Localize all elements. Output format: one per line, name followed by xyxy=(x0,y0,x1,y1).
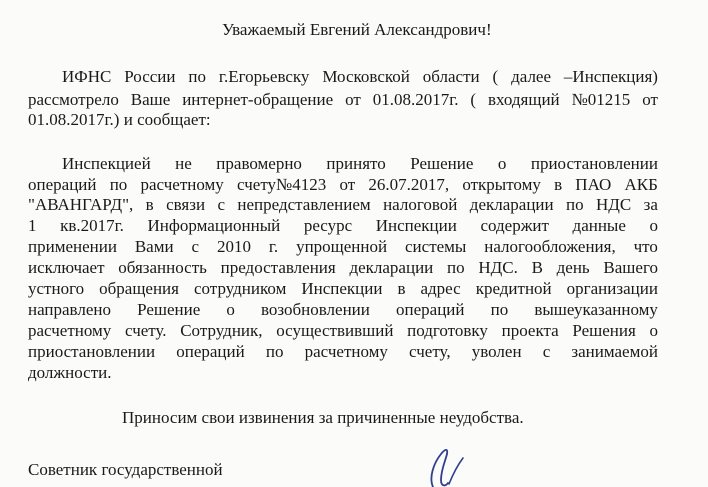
word: Сотрудник, xyxy=(180,321,263,340)
word: 1 xyxy=(28,216,37,235)
word: 01.08.2017г. xyxy=(372,90,459,109)
word: Московской xyxy=(322,67,410,86)
word: организации xyxy=(566,279,658,298)
word: с xyxy=(542,342,551,361)
word: непредставлением xyxy=(237,195,371,214)
word: декларации xyxy=(469,195,554,214)
word: данные xyxy=(572,216,626,235)
para1-line1 xyxy=(62,67,658,87)
word: по xyxy=(109,175,128,194)
para2-line3 xyxy=(28,195,658,215)
word: исключает xyxy=(28,258,105,277)
word: ( xyxy=(470,90,477,109)
word: о xyxy=(497,154,507,173)
signature-stroke-2 xyxy=(449,458,463,484)
word: устного xyxy=(28,279,85,298)
word: в xyxy=(397,279,406,298)
para2-line11: должности. xyxy=(28,363,112,382)
word: по xyxy=(566,195,584,214)
word: применении xyxy=(28,237,117,256)
word: от xyxy=(345,90,361,109)
para1-line2 xyxy=(28,90,658,110)
word: счету. xyxy=(124,321,167,340)
word: от xyxy=(339,175,356,194)
para2-line2 xyxy=(28,175,658,195)
word: по xyxy=(188,67,206,86)
word: обязанность xyxy=(118,258,207,277)
word: Инспекции xyxy=(375,216,457,235)
word: связи xyxy=(166,195,206,214)
word: налоговой xyxy=(383,195,458,214)
word: расчетному xyxy=(140,175,224,194)
word: НДС. xyxy=(478,258,518,277)
word: далее xyxy=(511,67,552,86)
para2-line4 xyxy=(28,216,658,236)
word: операций xyxy=(28,175,97,194)
word: ( xyxy=(492,67,499,86)
word: операций xyxy=(176,342,245,361)
apology-line: Приносим свои извинения за причиненные неудобства. xyxy=(122,408,524,427)
word: адрес xyxy=(420,279,461,298)
signoff-title: Советник государственной xyxy=(28,460,223,479)
word: Инспекцией xyxy=(62,154,151,173)
para2-line5 xyxy=(28,237,658,257)
word: осуществивший xyxy=(276,321,394,340)
word: кредитной xyxy=(475,279,552,298)
handwritten-signature xyxy=(415,440,475,487)
word: день xyxy=(556,258,590,277)
word: –Инспекция) xyxy=(563,67,658,86)
word: по xyxy=(447,258,465,277)
word: правомерно xyxy=(216,154,302,173)
para2-line6 xyxy=(28,258,658,278)
word: ПАО xyxy=(575,175,612,194)
word: "АВАНГАРД", xyxy=(28,195,134,214)
word: занимаемой xyxy=(571,342,658,361)
word: России xyxy=(124,67,176,86)
word: Решения xyxy=(572,321,636,340)
word: счету, xyxy=(409,342,451,361)
word: декларации xyxy=(349,258,434,277)
word: с xyxy=(217,195,225,214)
word: 26.07.2017, xyxy=(368,175,450,194)
word: упрощенной xyxy=(296,237,388,256)
word: НДС xyxy=(596,195,632,214)
word: ИФНС xyxy=(62,67,112,86)
word: АКБ xyxy=(624,175,658,194)
word: Решение xyxy=(137,300,201,319)
word: 2010 xyxy=(216,237,251,256)
word: принято xyxy=(326,154,386,173)
para2-line1 xyxy=(62,154,658,174)
word: №01215 xyxy=(571,90,631,109)
word: В xyxy=(531,258,543,277)
word: с xyxy=(191,237,200,256)
word: направлено xyxy=(28,300,111,319)
word: обращения xyxy=(99,279,179,298)
word: возобновлении xyxy=(260,300,370,319)
word: вышеуказанному xyxy=(534,300,658,319)
word: содержит xyxy=(480,216,549,235)
word: что xyxy=(633,237,658,256)
word: Инспекции xyxy=(301,279,383,298)
word: подготовку xyxy=(407,321,488,340)
word: приостановлении xyxy=(530,154,658,173)
word: области xyxy=(422,67,480,86)
word: от xyxy=(642,90,658,109)
word: по xyxy=(265,342,284,361)
word: счету№4123 xyxy=(237,175,327,194)
word: кв.2017г. xyxy=(60,216,124,235)
word: Вашего xyxy=(603,258,658,277)
word: уволен xyxy=(471,342,522,361)
word: о xyxy=(649,321,658,340)
word: Решение xyxy=(410,154,474,173)
para2-line10 xyxy=(28,342,658,362)
word: проекта xyxy=(501,321,559,340)
para2-line7 xyxy=(28,279,658,299)
word: операций xyxy=(396,300,465,319)
para2-line9 xyxy=(28,321,658,341)
word: расчетному xyxy=(28,321,112,340)
word: предоставления xyxy=(220,258,336,277)
word: о xyxy=(226,300,235,319)
word: интернет-обращение xyxy=(182,90,334,109)
word: о xyxy=(649,216,658,235)
para1-line3: 01.08.2017г.) и сообщает: xyxy=(28,110,211,129)
word: системы xyxy=(405,237,467,256)
word: г. xyxy=(268,237,279,256)
word: в xyxy=(145,195,154,214)
word: не xyxy=(175,154,192,173)
signature-stroke-1 xyxy=(431,450,448,487)
salutation: Уважаемый Евгений Александрович! xyxy=(222,20,492,39)
word: за xyxy=(643,195,658,214)
word: расчетному xyxy=(304,342,388,361)
word: сотрудником xyxy=(193,279,287,298)
word: приостановлении xyxy=(28,342,156,361)
word: рассмотрело xyxy=(28,90,119,109)
word: ресурс xyxy=(303,216,353,235)
word: Информационный xyxy=(147,216,281,235)
word: входящий xyxy=(488,90,560,109)
word: налогообложения, xyxy=(484,237,616,256)
word: в xyxy=(554,175,563,194)
word: по xyxy=(490,300,509,319)
para2-line8 xyxy=(28,300,658,320)
word: Ваше xyxy=(130,90,171,109)
word: открытому xyxy=(462,175,541,194)
word: Вами xyxy=(134,237,174,256)
word: г.Егорьевску xyxy=(218,67,310,86)
